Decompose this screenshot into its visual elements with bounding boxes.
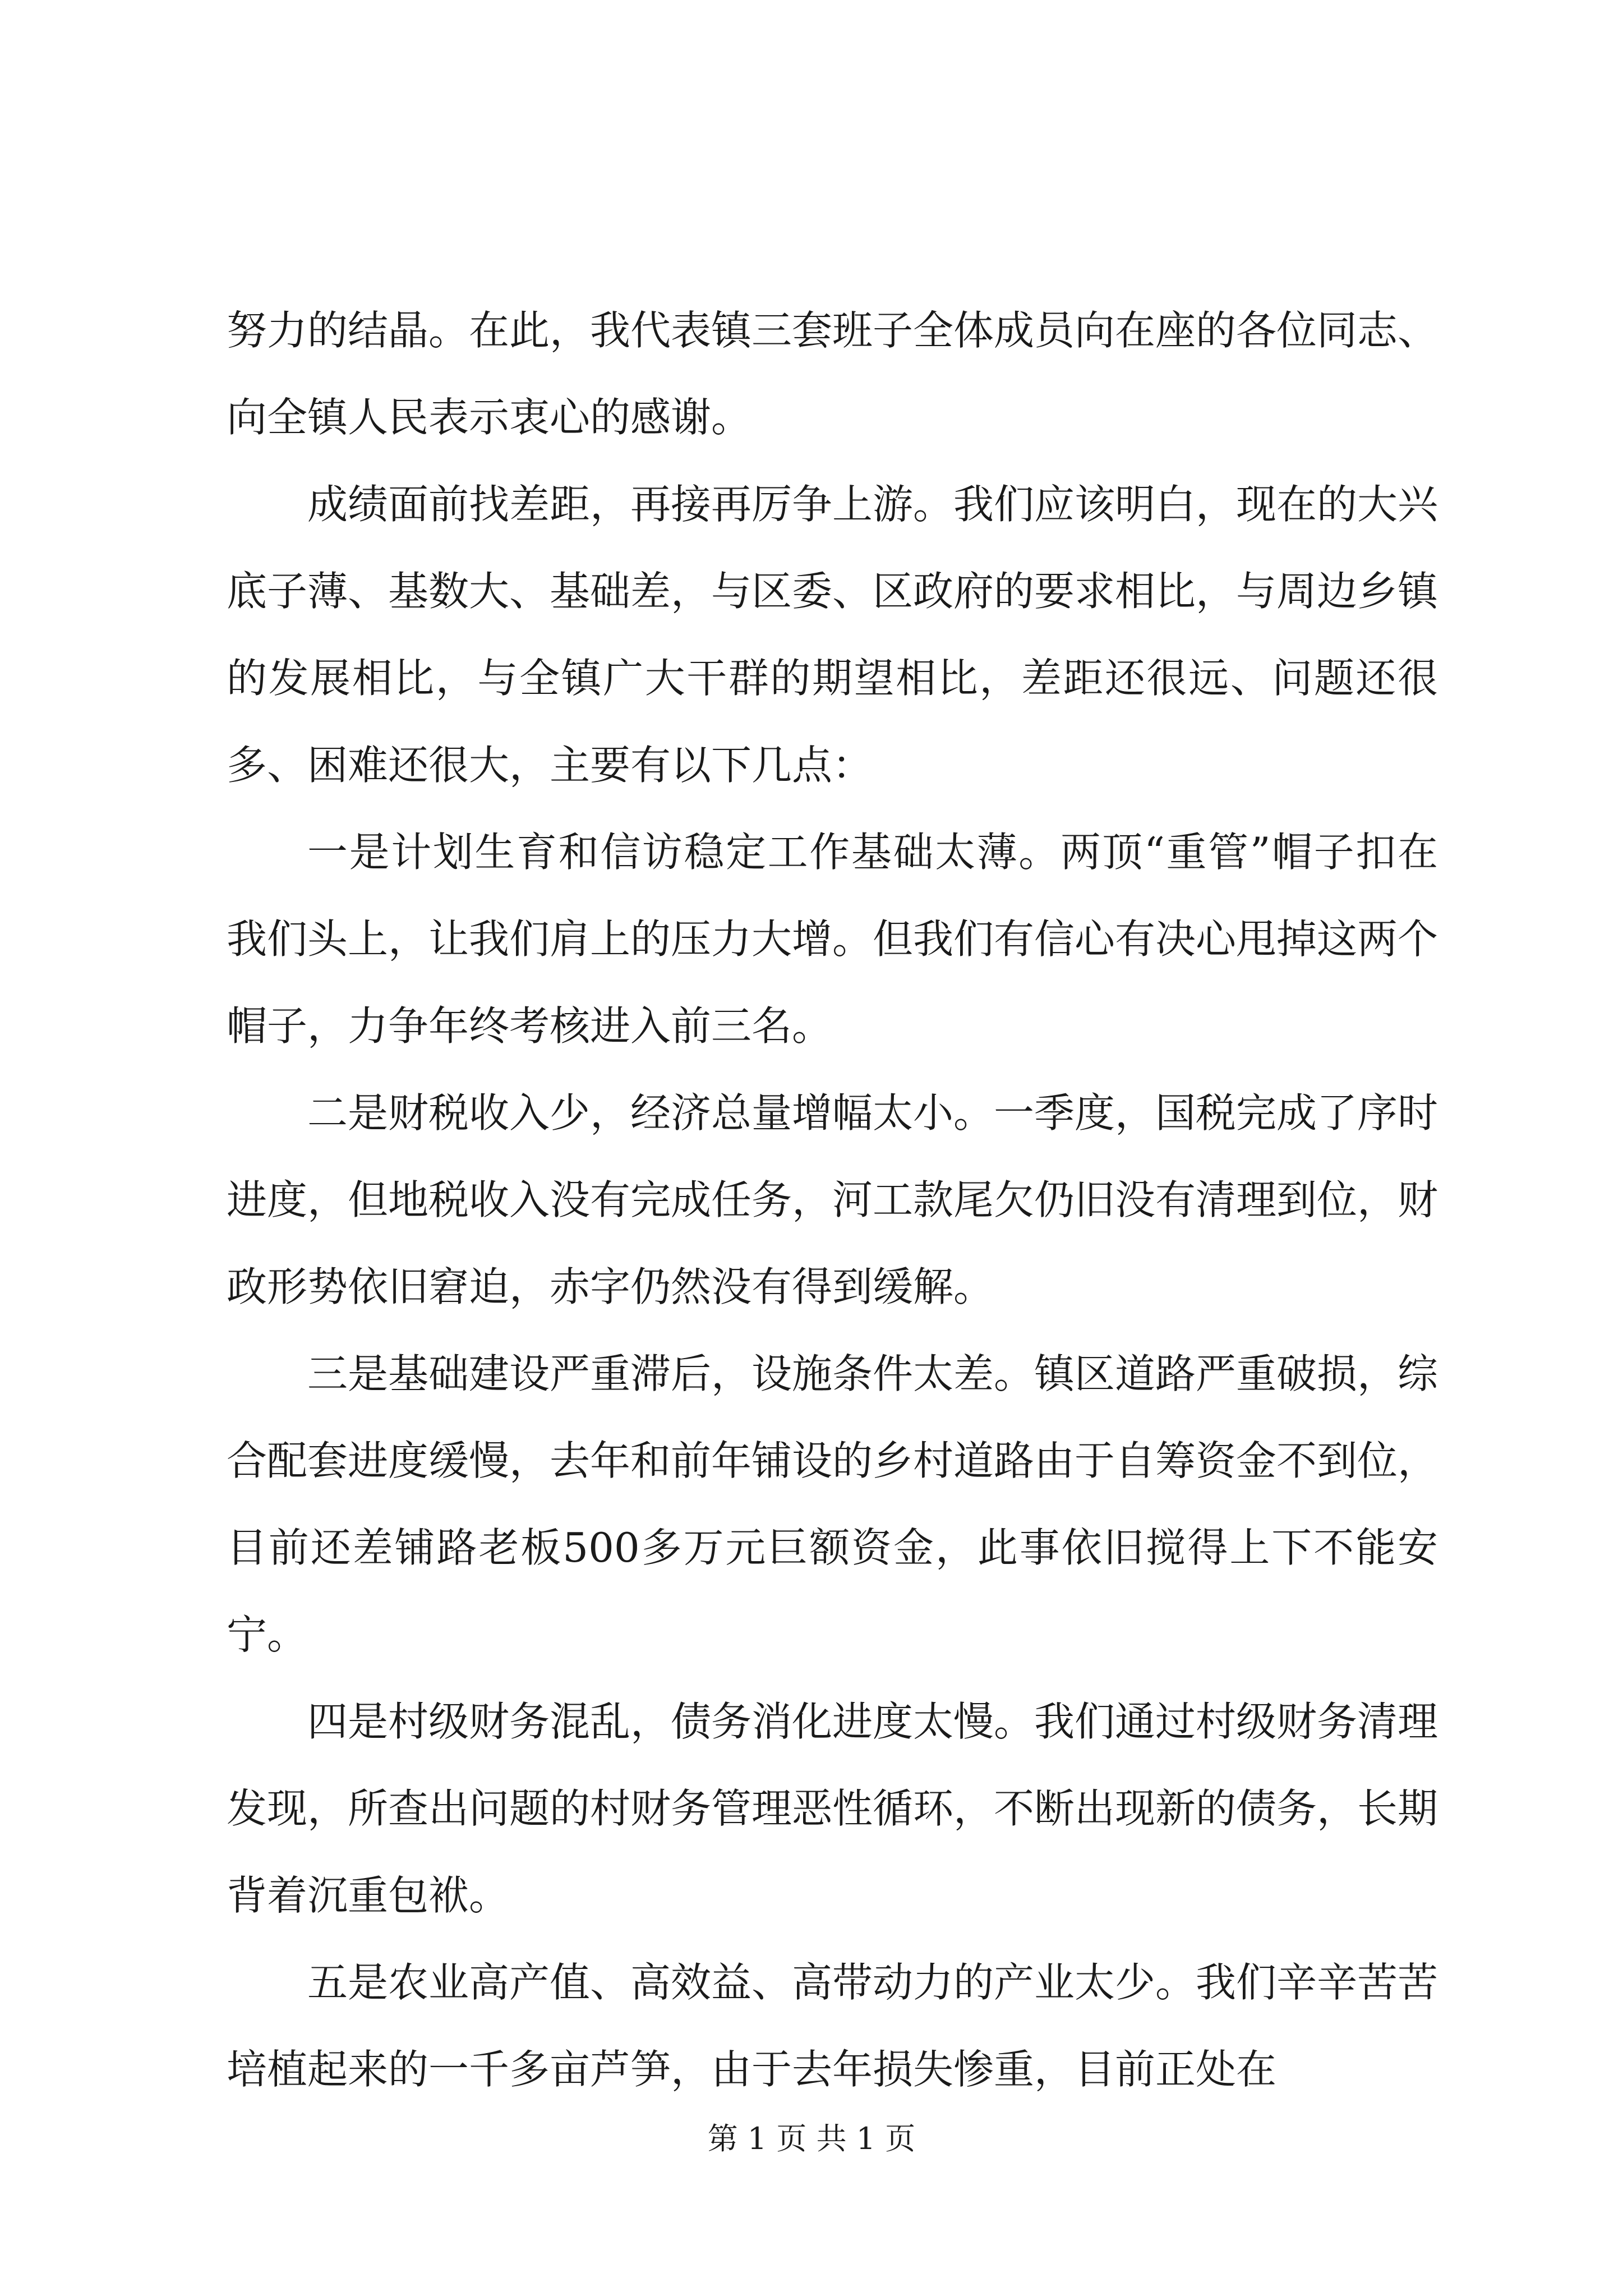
document-body [227,287,1438,2113]
paragraph-2: 成绩面前找差距，再接再厉争上游。我们应该明白，现在的大兴底子薄、基数大、基础差，与区委、区政府的要求相比，与周边乡镇的发展相比，与全镇广大干群的期望相比，差距还很远、问题还很多、困难还很大，主要有以下几点： [227,481,1438,789]
paragraph-5: 三是基础建设严重滞后，设施条件太差。镇区道路严重破损，综合配套进度缓慢，去年和前年铺设的乡村道路由于自筹资金不到位，目前还差铺路老板500多万元巨额资金，此事依旧搅得上下不能安宁。 [227,1350,1438,1658]
paragraph-6: 四是村级财务混乱，债务消化进度太慢。我们通过村级财务清理发现，所查出问题的村财务管理恶性循环，不断出现新的债务，长期背着沉重包袱。 [227,1698,1438,1919]
paragraph-3: 一是计划生育和信访稳定工作基础太薄。两顶“重管”帽子扣在我们头上，让我们肩上的压力大增。但我们有信心有决心甩掉这两个帽子，力争年终考核进入前三名。 [227,829,1438,1050]
paragraph-4: 二是财税收入少，经济总量增幅太小。一季度，国税完成了序时进度，但地税收入没有完成任务，河工款尾欠仍旧没有清理到位，财政形势依旧窘迫，赤字仍然没有得到缓解。 [227,1089,1438,1310]
paragraph-7: 五是农业高产值、高效益、高带动力的产业太少。我们辛辛苦苦培植起来的一千多亩芦笋，由于去年损失惨重，目前正处在 [227,1959,1438,2093]
paragraph-1: 努力的结晶。在此，我代表镇三套班子全体成员向在座的各位同志、向全镇人民表示衷心的感谢。 [227,307,1438,441]
page-footer: 第 1 页 共 1 页 [707,2121,916,2156]
